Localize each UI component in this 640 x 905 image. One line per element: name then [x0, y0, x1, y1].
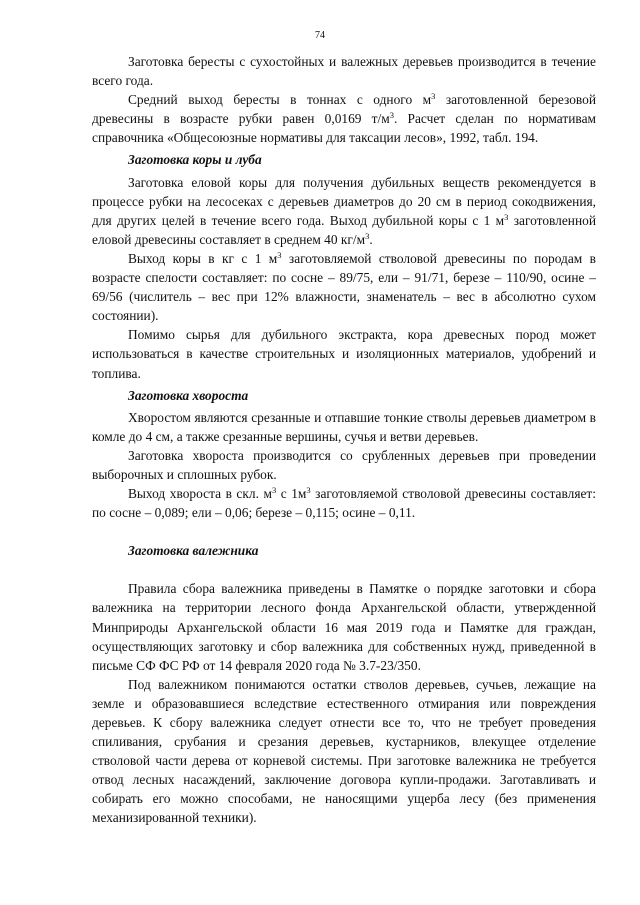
text-run: Средний выход бересты в тоннах с одного м	[128, 92, 432, 108]
paragraph-deadwood-rules: Правила сбора валежника приведены в Памятке о порядке заготовки и сбора валежника на территории лесного фонда Архангельской области, утвержденной Минприроды Архангельской области 16 мая 2019 года и Памятке для граждан, осуществляющих заготовку и сбор валежника для собственных нужд, приведенной в письме СФ ФС РФ от 14 февраля 2020 года № 3.7-23/350.	[92, 581, 596, 673]
paragraph-bark-yield	[92, 249, 596, 325]
paragraph-brushwood-yield	[92, 484, 596, 522]
text-run: . Расчет сделан по нормативам справочника «Общесоюзные нормативы для таксации лесов», 1992, табл. 194.	[92, 111, 596, 146]
superscript: 3	[271, 485, 277, 496]
superscript: 3	[389, 110, 394, 121]
paragraph-brushwood-harvest: Заготовка хвороста производится со срубленных деревьев при проведении выборочных и сплошных рубок.	[92, 447, 596, 482]
superscript: 3	[306, 485, 311, 496]
text-run: с 1м	[276, 486, 307, 502]
text-run: заготовленной березовой древесины в возрасте рубки равен 0,0169 т/м	[92, 92, 597, 127]
paragraph-brushwood-definition: Хворостом являются срезанные и отпавшие тонкие стволы деревьев диаметром в комле до 4 см, а также срезанные вершины, сучья и ветви деревьев.	[92, 409, 596, 444]
text-run: заготовляемой стволовой древесины по породам в возрасте спелости составляет: по сосне – 89/75, ели – 91/71, березе – 110/90, осине – 69/56 (числитель – вес при 12% влажности, знаменатель – вес в абсолютно сухом состоянии).	[92, 250, 596, 324]
text-run: .	[369, 231, 373, 247]
text-run: Заготовка еловой коры для получения дубильных веществ рекомендуется в процессе рубки на лесосеках с деревьев диаметров до 20 см в период сокодвижения, для других целей в течение всего года. Выход дубильной коры с 1 м	[92, 174, 596, 228]
heading-bark: Заготовка коры и луба	[128, 152, 262, 168]
text-run: Выход хвороста в скл. м	[128, 486, 272, 502]
superscript: 3	[431, 91, 436, 102]
heading-deadwood: Заготовка валежника	[128, 543, 259, 559]
page-content	[92, 52, 596, 828]
paragraph-deadwood-definition: Под валежником понимаются остатки стволов деревьев, сучьев, лежащие на земле и образовавшиеся вследствие естественного отмирания или повреждения деревьев. К сбору валежника следует отнести все то, что не требует проведения спиливания, срубания и срезания деревьев, кустарников, влекущее отделение стволовой части дерева от корневой системы. При заготовке валежника не требуется отвод лесных насаждений, заключение договора купли-продажи. Заготавливать и собирать его можно способами, не наносящими ущерба лесу (без применения механизированной техники).	[92, 676, 596, 826]
page-number: 74	[315, 30, 325, 41]
paragraph-birch-bark-yield	[92, 90, 596, 147]
paragraph-spruce-bark	[92, 173, 596, 249]
text-run: Выход коры в кг с 1 м	[128, 250, 278, 266]
superscript: 3	[504, 211, 509, 222]
heading-brushwood: Заготовка хвороста	[128, 387, 249, 403]
superscript: 3	[365, 230, 370, 241]
paragraph-birch-bark-season: Заготовка бересты с сухостойных и валежных деревьев производится в течение всего года.	[92, 54, 596, 89]
text-run: заготовленной еловой древесины составляет в среднем 40 кг/м	[92, 212, 596, 247]
superscript: 3	[277, 249, 282, 260]
text-run: заготовляемой стволовой древесины составляет: по сосне – 0,089; ели – 0,06; березе – 0,115; осине – 0,11.	[92, 486, 596, 521]
paragraph-bark-uses: Помимо сырья для дубильного экстракта, кора древесных пород может использоваться в качестве строительных и изоляционных материалов, удобрений и топлива.	[92, 327, 596, 381]
